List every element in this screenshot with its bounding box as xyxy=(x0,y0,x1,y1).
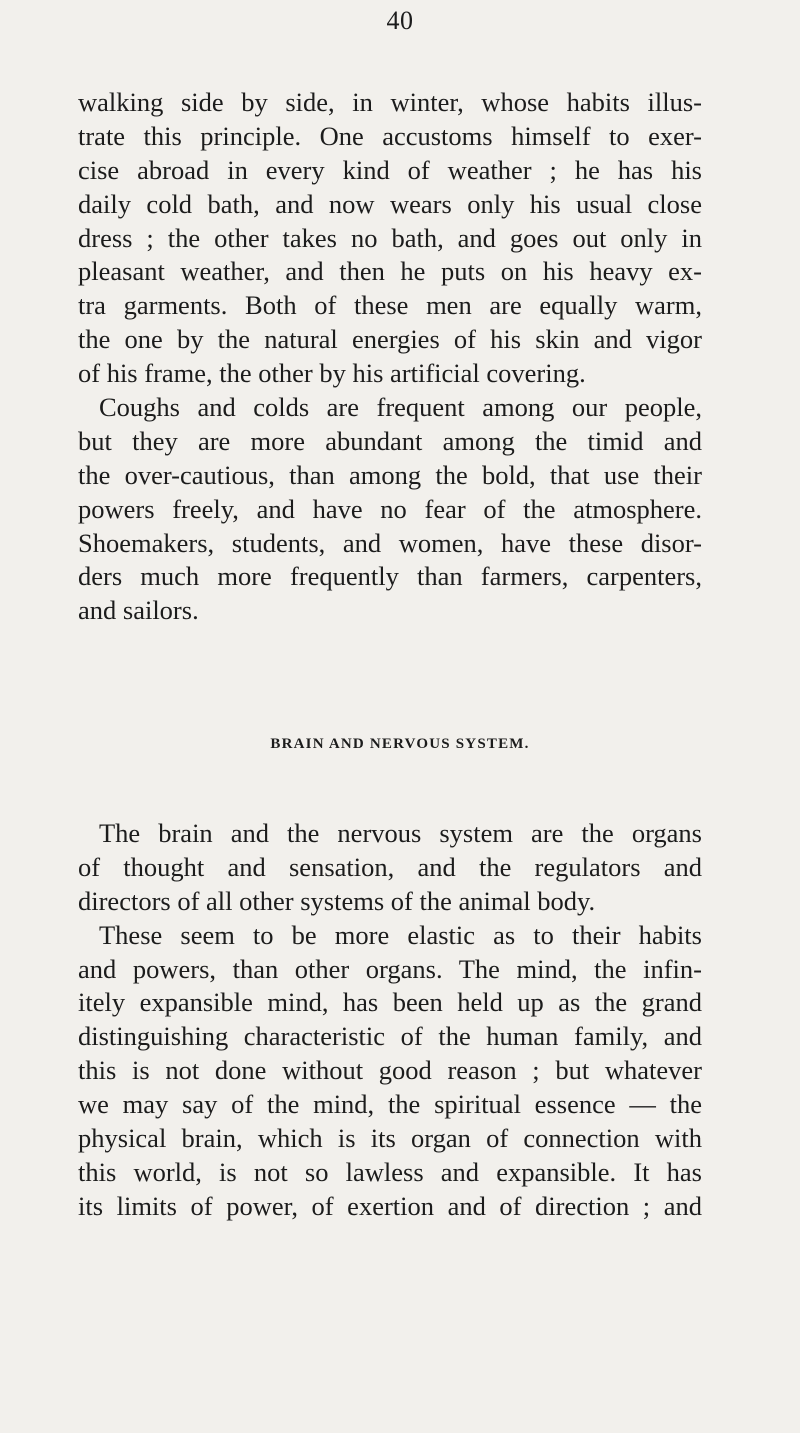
text-line: cise abroad in every kind of weather ; he has his xyxy=(78,154,702,185)
text-line: walking side by side, in winter, whose habits illus- xyxy=(78,87,702,117)
text-line: pleasant weather, and then he puts on his heavy ex- xyxy=(78,256,702,287)
text-line: this world, is not so lawless and expansible. It has xyxy=(78,1156,702,1187)
text-line: directors of all other systems of the animal body. xyxy=(78,885,596,916)
text-line: dress ; the other takes no bath, and goes out only in xyxy=(78,222,702,253)
text-line: Coughs and colds are frequent among our people, xyxy=(99,392,702,423)
text-line: and sailors. xyxy=(78,595,199,626)
text-line: physical brain, which is its organ of connection with xyxy=(78,1123,702,1154)
paragraph-4 xyxy=(78,919,702,1224)
page-number: 40 xyxy=(386,6,414,35)
text-line: the one by the natural energies of his skin and vigor xyxy=(78,324,702,355)
text-line: The brain and the nervous system are the organs xyxy=(99,818,702,848)
text-line: trate this principle. One accustoms himself to exer- xyxy=(78,120,702,151)
text-line: this is not done without good reason ; but whatever xyxy=(78,1055,702,1086)
text-line: ders much more frequently than farmers, carpenters, xyxy=(78,561,702,592)
text-line: of his frame, the other by his artificial covering. xyxy=(78,358,586,389)
text-line: we may say of the mind, the spiritual essence — the xyxy=(78,1089,702,1120)
text-line: daily cold bath, and now wears only his usual close xyxy=(78,188,702,219)
text-line: but they are more abundant among the timid and xyxy=(78,425,702,456)
paragraph-1 xyxy=(78,86,702,391)
text-line: of thought and sensation, and the regulators and xyxy=(78,851,702,882)
text-line: Shoemakers, students, and women, have these disor- xyxy=(78,527,702,558)
section-heading: BRAIN AND NERVOUS SYSTEM. xyxy=(270,736,530,752)
paragraph-3 xyxy=(78,817,702,919)
text-line: These seem to be more elastic as to their habits xyxy=(99,919,702,950)
body-text-lower xyxy=(78,817,702,1224)
text-line: its limits of power, of exertion and of direction ; and xyxy=(78,1190,702,1221)
text-line: and powers, than other organs. The mind, the infin- xyxy=(78,953,702,984)
text-line: powers freely, and have no fear of the atmosphere. xyxy=(78,493,702,524)
text-line: tra garments. Both of these men are equally warm, xyxy=(78,290,702,321)
body-text-upper xyxy=(78,86,702,628)
text-line: itely expansible mind, has been held up as the grand xyxy=(78,987,702,1018)
text-line: the over-cautious, than among the bold, that use their xyxy=(78,459,702,490)
paragraph-2 xyxy=(78,391,702,628)
text-line: distinguishing characteristic of the human family, and xyxy=(78,1021,702,1052)
